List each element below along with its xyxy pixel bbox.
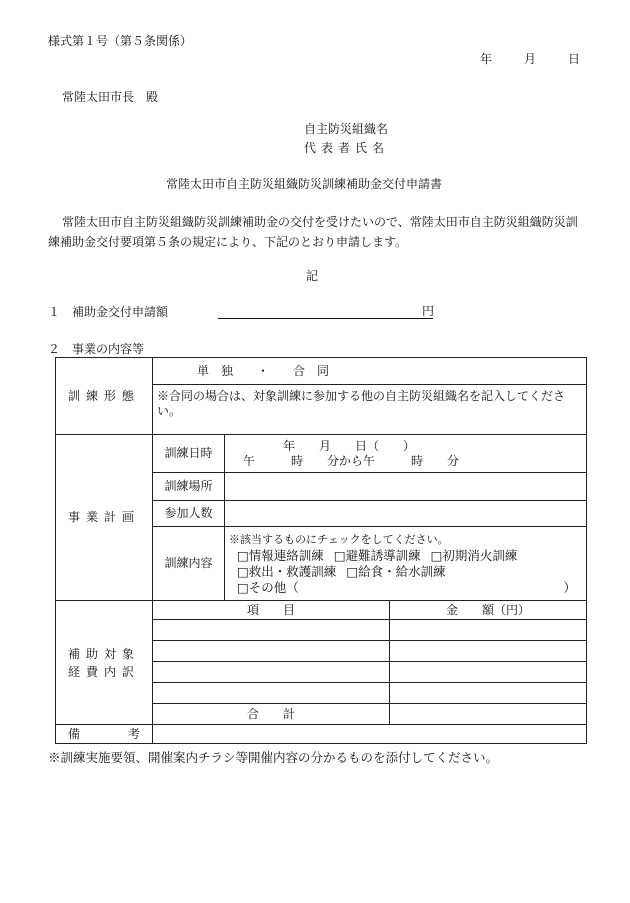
- date-year: 年: [480, 52, 493, 66]
- datetime-line1: 年 月 日（ ）: [283, 438, 416, 453]
- addressee: 常陸太田市長 殿: [62, 90, 159, 104]
- check-rescue[interactable]: □救出・救護訓練: [237, 563, 337, 579]
- expense-item-cell[interactable]: [153, 683, 390, 704]
- training-form-note[interactable]: ※合同の場合は、対象訓練に参加する他の自主防災組織名を記入してください。: [153, 385, 587, 435]
- training-form-options[interactable]: 単 独 ・ 合 同: [153, 358, 587, 385]
- participants-label: 参加人数: [153, 501, 225, 527]
- check-food-water[interactable]: □給食・給水訓練: [346, 563, 446, 579]
- date-month: 月: [524, 52, 537, 66]
- item1-label: １ 補助金交付申請額: [48, 305, 169, 319]
- footnote: ※訓練実施要領、開催案内チラシ等開催内容の分かるものを添付してください。: [48, 750, 499, 765]
- check-row-1: [229, 548, 582, 564]
- application-table: [55, 357, 587, 744]
- expense-amount-cell[interactable]: [390, 641, 587, 662]
- org-name-label: 自主防災組織名: [304, 122, 389, 136]
- training-form-label: 訓練形態: [56, 358, 153, 435]
- content-label: 訓練内容: [153, 527, 225, 601]
- expense-total-label: 合 計: [153, 704, 390, 725]
- content-note: ※該当するものにチェックをしてください。: [229, 532, 449, 546]
- amount-field[interactable]: [218, 318, 433, 319]
- datetime-field[interactable]: [225, 435, 587, 473]
- expense-item-header: 項 目: [153, 601, 390, 620]
- form-number: 様式第１号（第５条関係）: [48, 34, 193, 48]
- check-info-contact[interactable]: □情報連絡訓練: [237, 547, 324, 563]
- check-row-2: [229, 564, 582, 580]
- expenses-label: [56, 601, 153, 725]
- expenses-label-line2: 経費内訳: [67, 664, 140, 679]
- expense-amount-header: 金 額（円）: [390, 601, 587, 620]
- check-other[interactable]: □その他（: [237, 579, 299, 595]
- expense-item-cell[interactable]: [153, 662, 390, 683]
- expense-amount-cell[interactable]: [390, 683, 587, 704]
- datetime-line2: 午 時 分から午 時 分: [243, 453, 460, 468]
- check-other-close: ）: [563, 579, 577, 595]
- date-line: [480, 51, 580, 67]
- yen-unit: 円: [422, 304, 435, 318]
- content-field[interactable]: [225, 527, 587, 601]
- remarks-label: 備 考: [56, 725, 153, 744]
- datetime-label: 訓練日時: [153, 435, 225, 473]
- check-other-row[interactable]: [229, 580, 582, 596]
- item2-label: ２ 事業の内容等: [48, 342, 145, 356]
- expense-item-cell[interactable]: [153, 641, 390, 662]
- remarks-field[interactable]: [153, 725, 587, 744]
- expense-total-amount[interactable]: [390, 704, 587, 725]
- place-label: 訓練場所: [153, 473, 225, 501]
- representative-label: 代表者氏名: [304, 141, 390, 155]
- place-field[interactable]: [225, 473, 587, 501]
- ki-heading: 記: [306, 269, 319, 283]
- expense-amount-cell[interactable]: [390, 620, 587, 641]
- check-evacuation[interactable]: □避難誘導訓練: [333, 547, 421, 563]
- check-fire[interactable]: □初期消火訓練: [430, 547, 518, 563]
- body-text: 常陸太田市自主防災組織防災訓練補助金の交付を受けたいので、常陸太田市自主防災組織防災訓練補助金交付要項第５条の規定により、下記のとおり申請します。: [48, 215, 578, 249]
- participants-field[interactable]: [225, 501, 587, 527]
- expense-amount-cell[interactable]: [390, 662, 587, 683]
- expenses-label-line1: 補助対象: [67, 646, 140, 661]
- plan-label: 事業計画: [56, 435, 153, 601]
- expense-item-cell[interactable]: [153, 620, 390, 641]
- document-title: 常陸太田市自主防災組織防災訓練補助金交付申請書: [166, 177, 443, 191]
- date-day: 日: [568, 52, 581, 66]
